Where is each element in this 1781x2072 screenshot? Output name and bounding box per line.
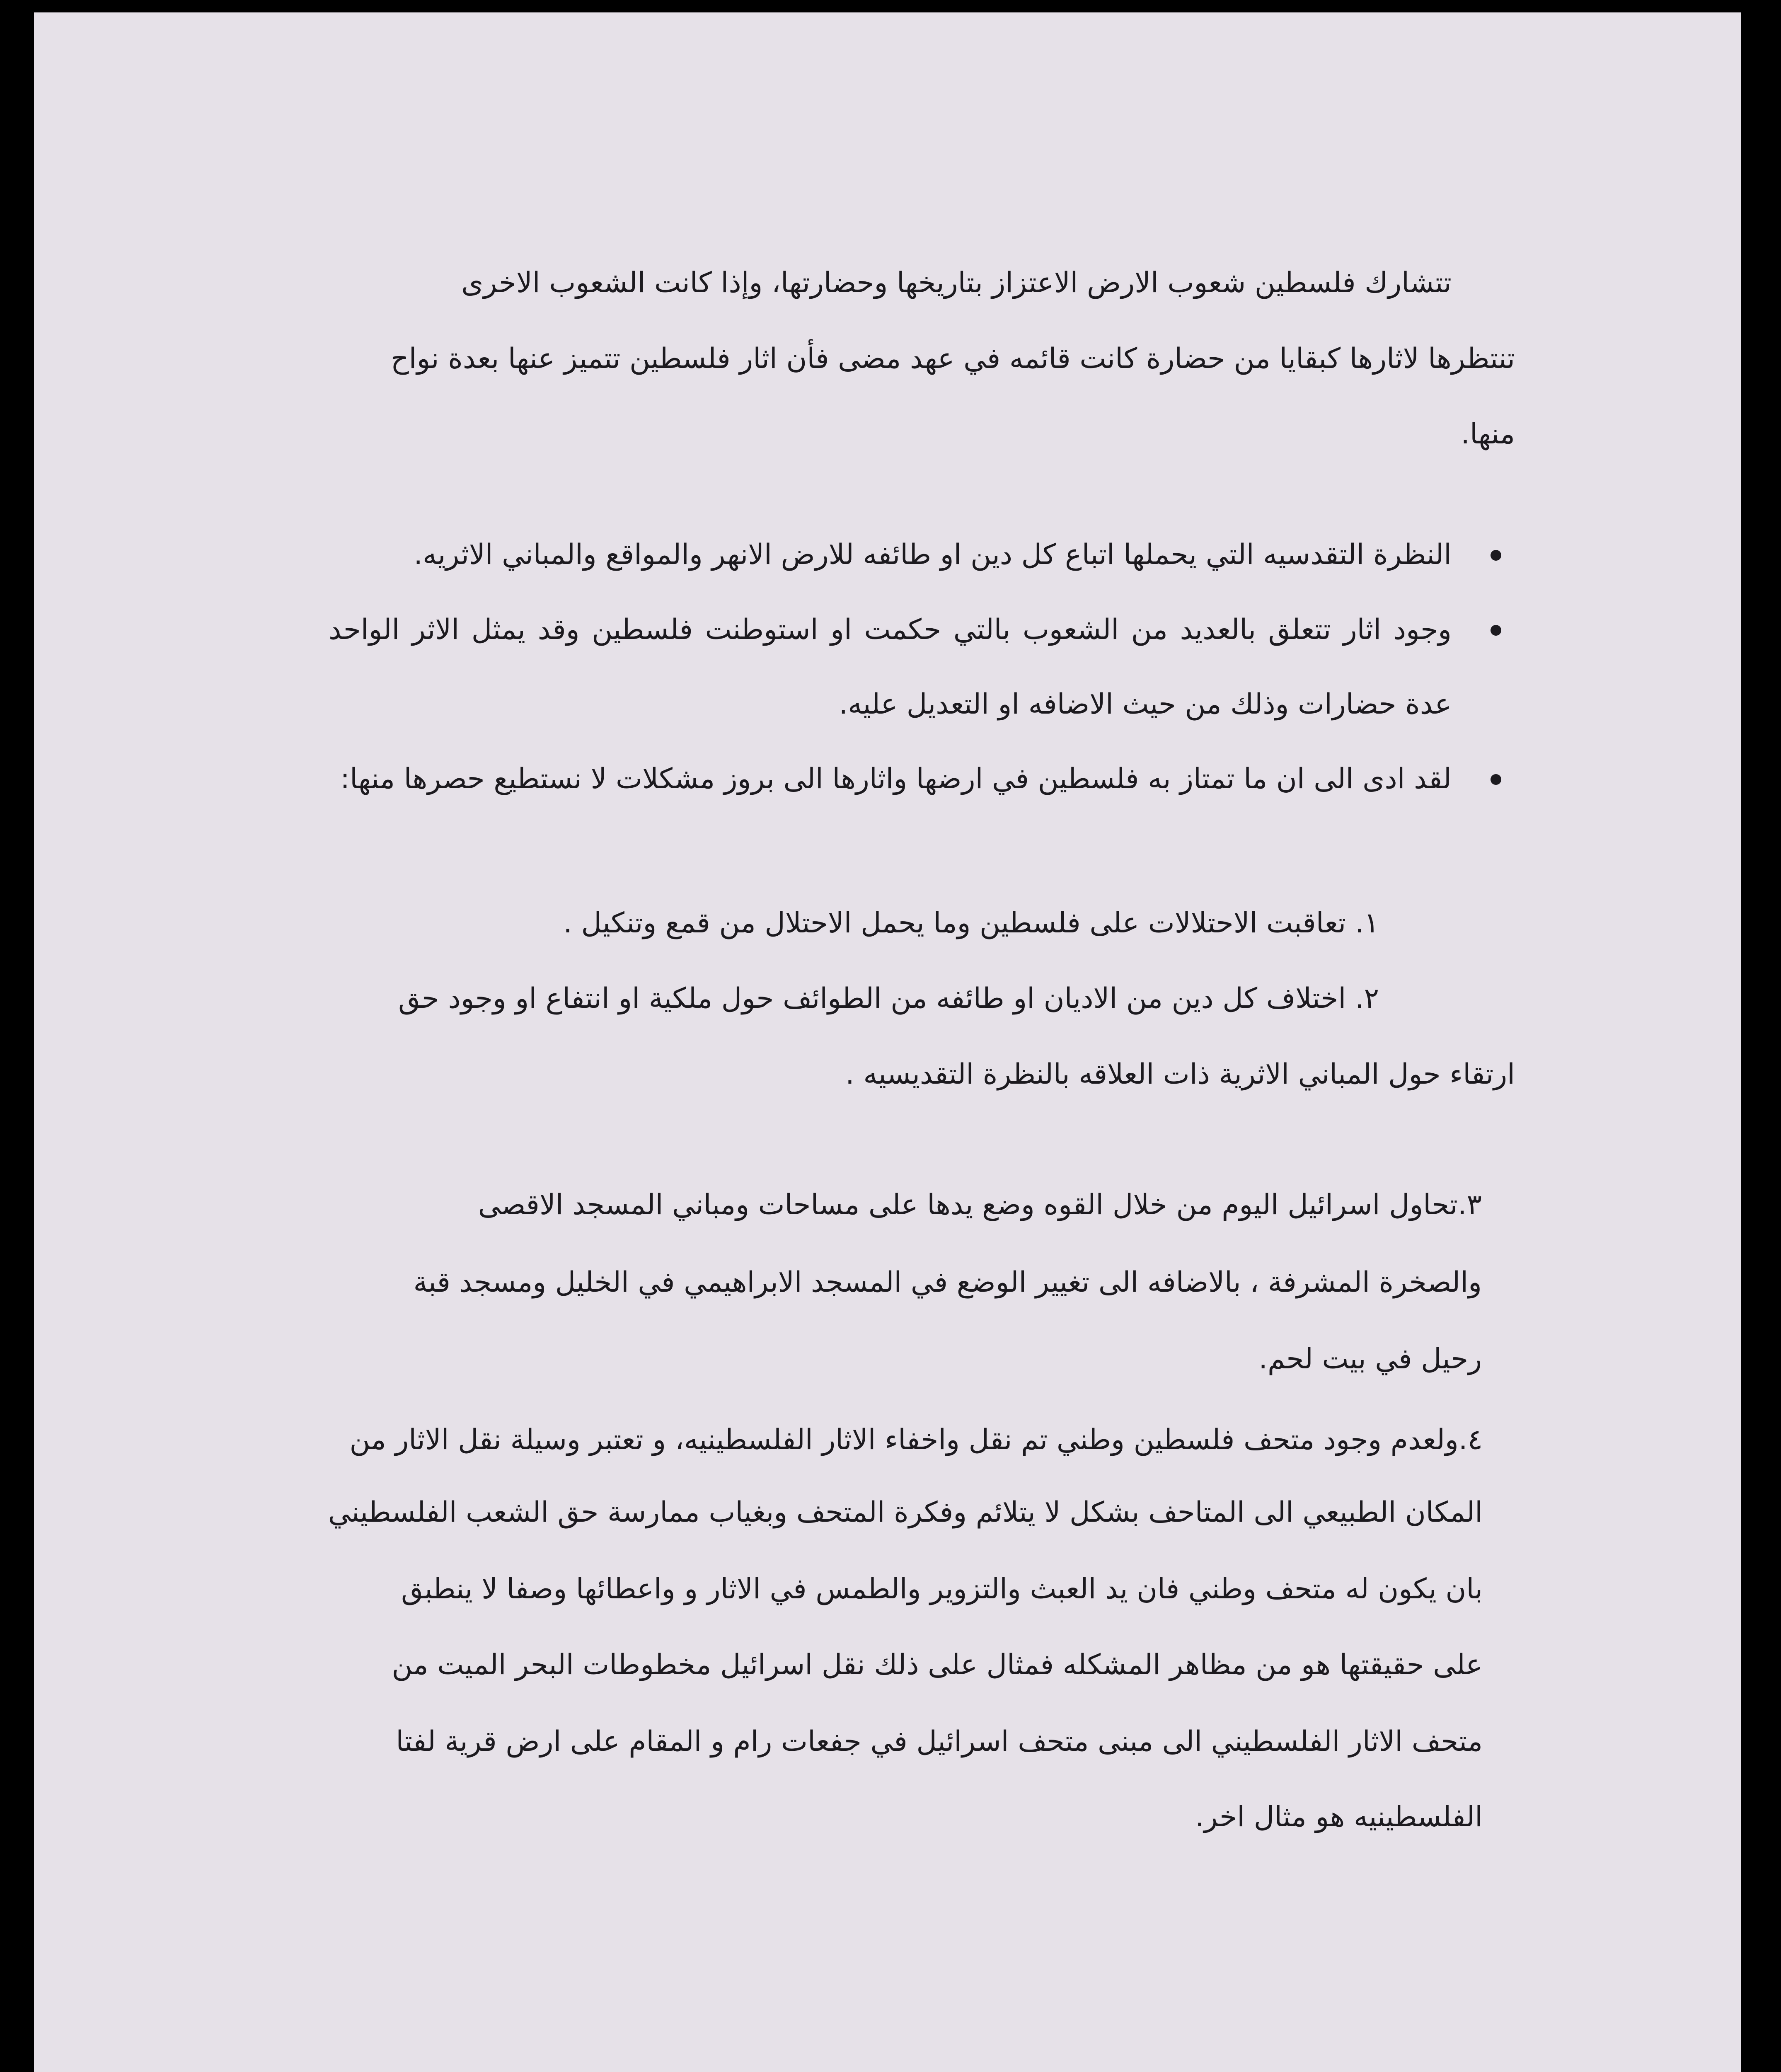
numbered-item-4-line-5: متحف الاثار الفلسطيني الى مبنى متحف اسرائيل في جفعات رام و المقام على ارض قرية لفتا — [396, 1725, 1483, 1758]
numbered-item-3-line-3: رحيل في بيت لحم. — [1258, 1343, 1482, 1375]
bullet-dot-icon — [1491, 625, 1501, 636]
bullet-item-2 — [329, 593, 1452, 742]
numbered-item-4-line-4: على حقيقتها هو من مظاهر المشكله فمثال على ذلك نقل اسرائيل مخطوطات البحر الميت من — [392, 1648, 1483, 1681]
bullet-text: النظرة التقدسيه التي يحملها اتباع كل دين او طائفه للارض الانهر والمواقع والمباني الاثريه. — [414, 538, 1452, 571]
numbered-item-4-line-6: الفلسطينيه هو مثال اخر. — [1195, 1801, 1483, 1833]
numbered-item-1: ١. تعاقبت الاحتلالات على فلسطين وما يحمل الاحتلال من قمع وتنكيل . — [563, 907, 1379, 939]
numbered-item-2-line-1: ٢. اختلاف كل دين من الاديان او طائفه من الطوائف حول ملكية او انتفاع او وجود حق — [398, 982, 1379, 1015]
bullet-dot-icon — [1491, 550, 1501, 561]
bullet-text: لقد ادى الى ان ما تمتاز به فلسطين في ارضها واثارها الى بروز مشكلات لا نستطيع حصرها منها: — [340, 762, 1452, 795]
numbered-item-4-line-3: بان يكون له متحف وطني فان يد العبث والتزوير والطمس في الاثار و واعطائها وصفا لا ينطبق — [401, 1573, 1483, 1605]
bullet-list — [333, 517, 1452, 593]
intro-line-2: تنتظرها لاثارها كبقايا من حضارة كانت قائمه في عهد مضى فأن اثار فلسطين تتميز عنها بعدة نواح — [390, 342, 1515, 375]
bullet-dot-icon — [1491, 774, 1501, 785]
bullet-item-3 — [329, 742, 1452, 816]
numbered-item-2-line-2: ارتقاء حول المباني الاثرية ذات العلاقه بالنظرة التقديسيه . — [845, 1058, 1515, 1091]
numbered-item-4-line-2: المكان الطبيعي الى المتاحف بشكل لا يتلائم وفكرة المتحف وبغياب ممارسة حق الشعب الفلسطيني — [328, 1496, 1483, 1529]
intro-line-3: منها. — [1461, 418, 1515, 450]
numbered-item-4-line-1: ٤.ولعدم وجود متحف فلسطين وطني تم نقل واخفاء الاثار الفلسطينيه، و تعتبر وسيلة نقل الاثار من — [349, 1423, 1483, 1456]
intro-line-1: تتشارك فلسطين شعوب الارض الاعتزاز بتاريخها وحضارتها، وإذا كانت الشعوب الاخرى — [461, 266, 1452, 299]
numbered-item-3-line-1: ٣.تحاول اسرائيل اليوم من خلال القوه وضع يدها على مساحات ومباني المسجد الاقصى — [478, 1188, 1482, 1221]
numbered-item-3-line-2: والصخرة المشرفة ، بالاضافه الى تغيير الوضع في المسجد الابراهيمي في الخليل ومسجد قبة — [413, 1266, 1482, 1299]
bullet-text: وجود اثار تتعلق بالعديد من الشعوب بالتي حكمت او استوطنت فلسطين وقد يمثل الاثر الواحد عدة حضارات وذلك من حيث الاضافه او التعديل عليه. — [329, 613, 1452, 721]
bullet-item — [333, 517, 1452, 593]
